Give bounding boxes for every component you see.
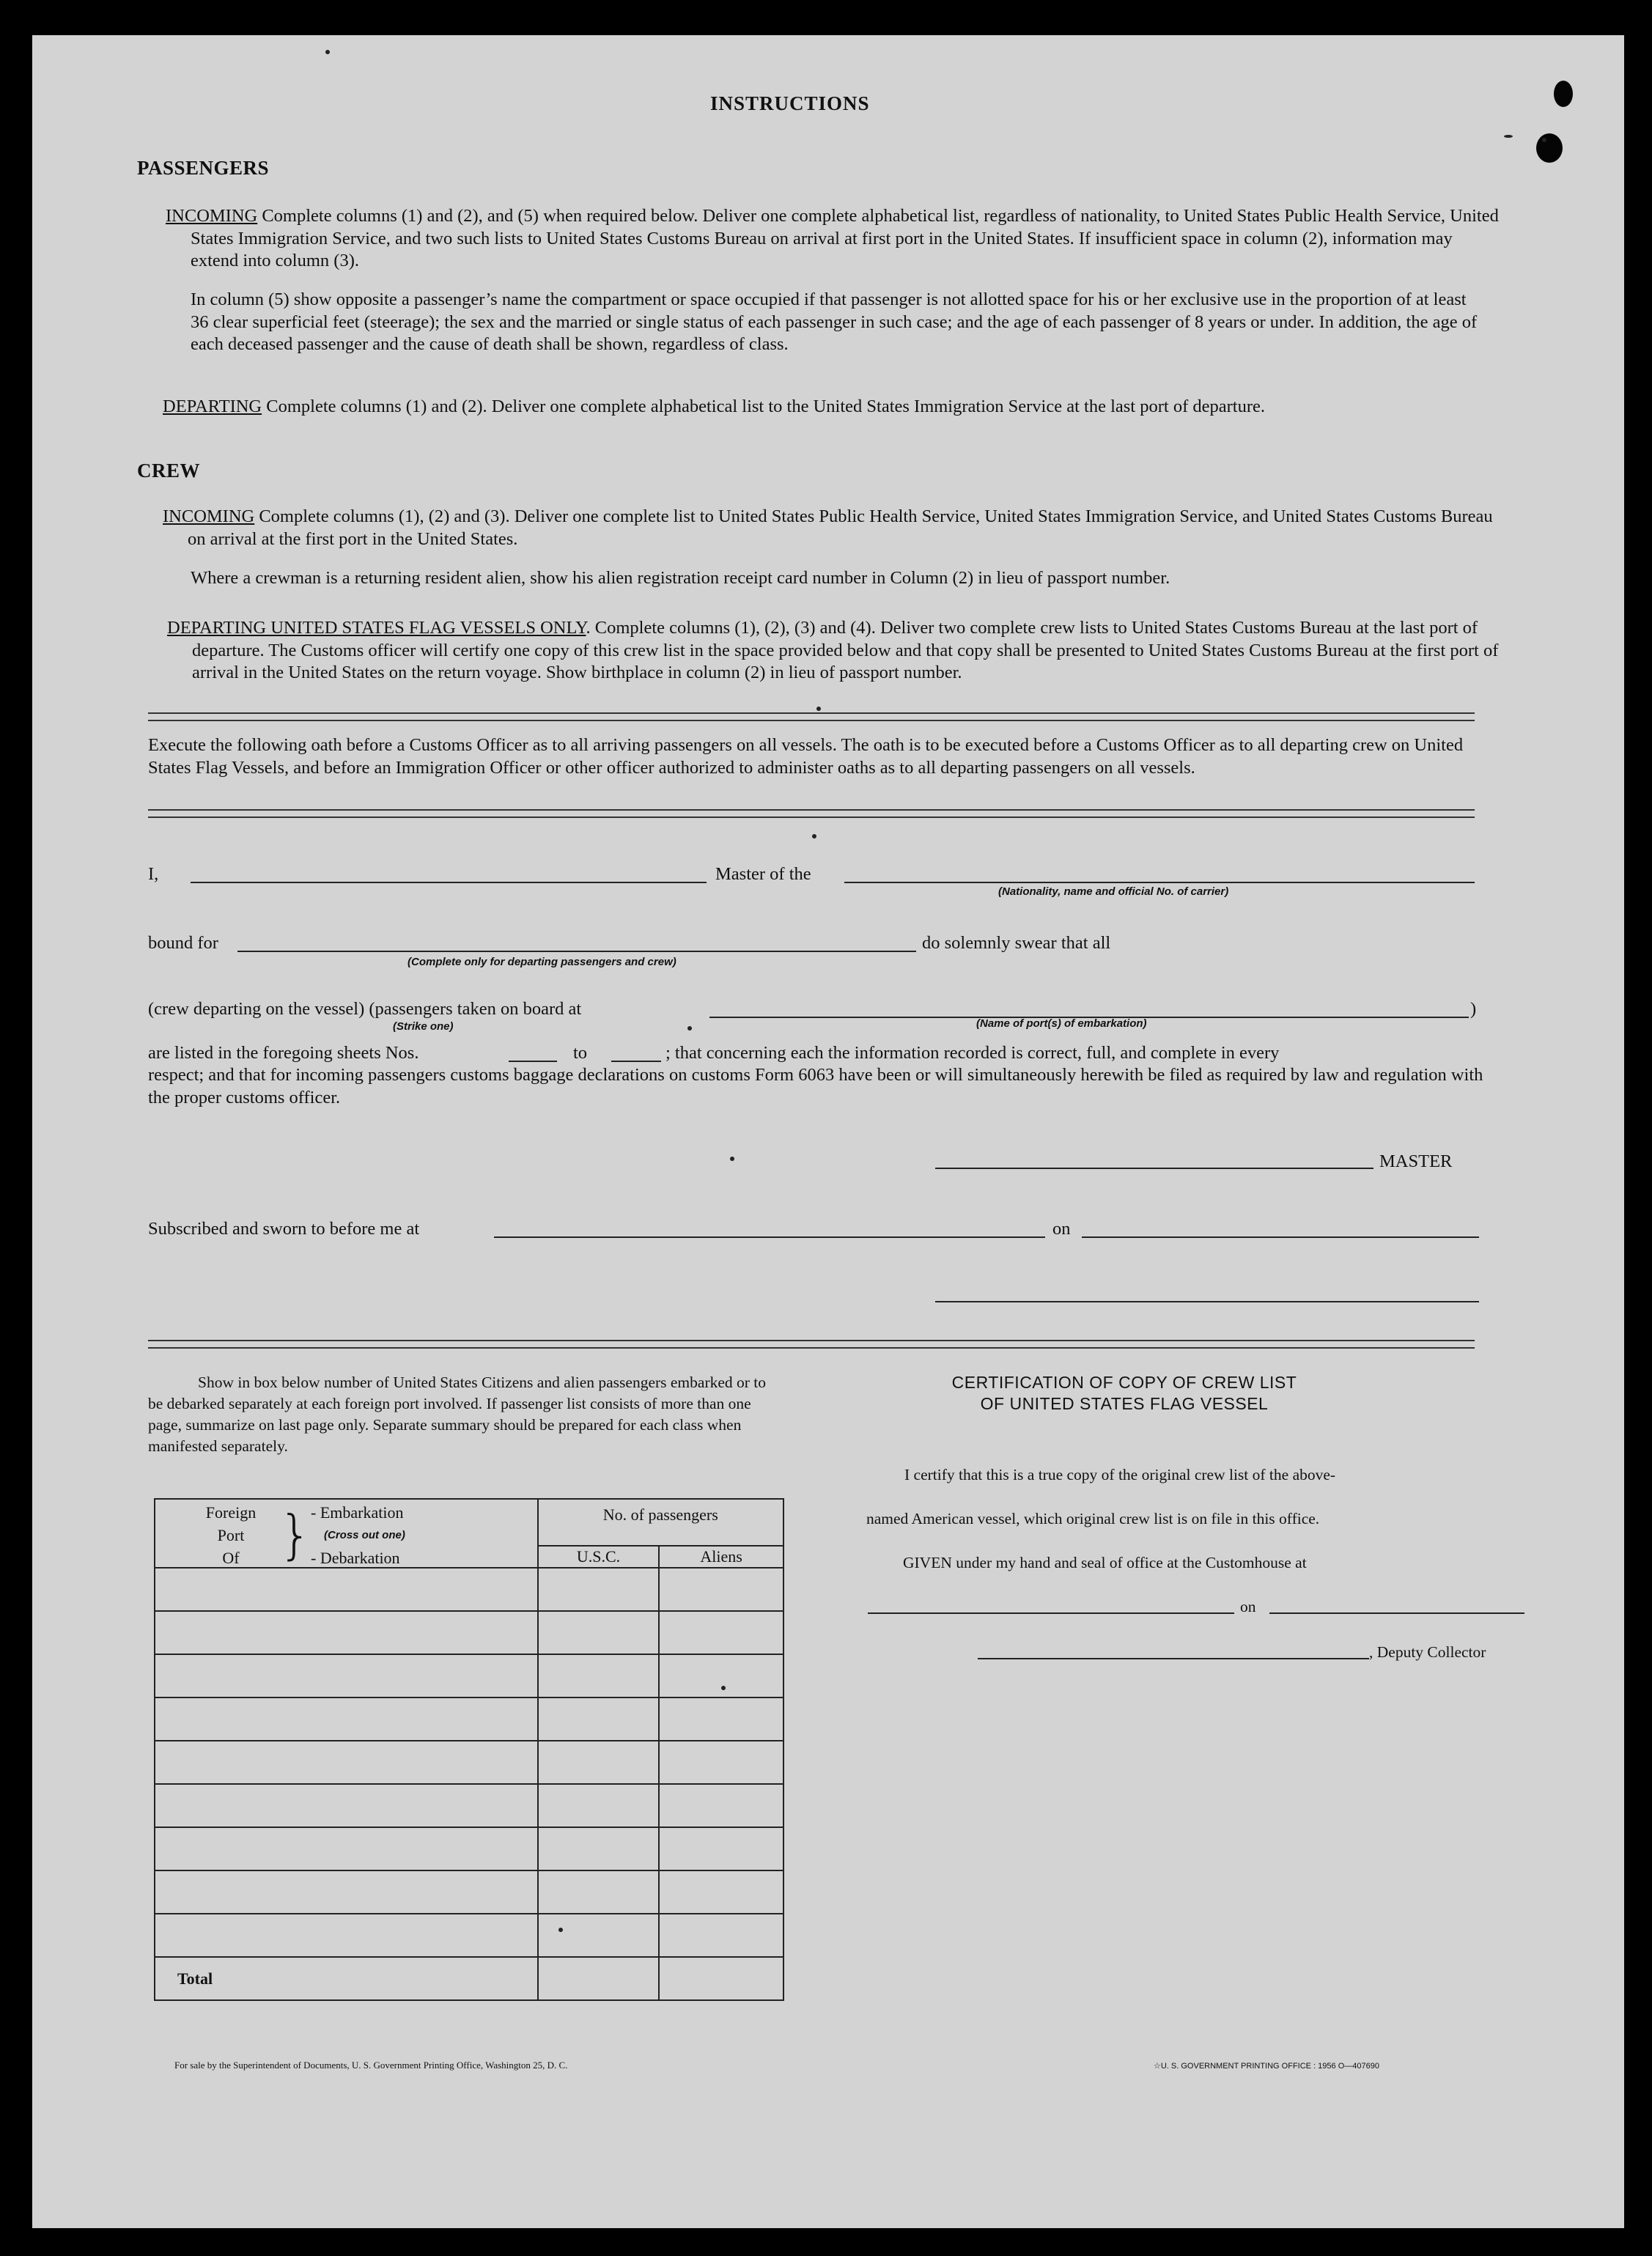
aliens-cell[interactable] xyxy=(659,1741,783,1784)
speck xyxy=(816,707,821,711)
customhouse-field[interactable] xyxy=(868,1612,1234,1614)
certification-line2: named American vessel, which original crew list is on file in this office. xyxy=(866,1510,1320,1527)
crew-incoming-label: INCOMING xyxy=(163,506,255,526)
oath-intro: Execute the following oath before a Customs Officer as to all arriving passengers on all vessels. The oath is to be executed before a Customs Officer as to all departing crew on United States Flag Vessels, and before an Immigration Officer or other officer authorized to administer oaths as to all departing passengers on all vessels. xyxy=(148,735,1464,778)
footer-left: For sale by the Superintendent of Documents, U. S. Government Printing Office, Washington 25, D. C. xyxy=(174,2060,568,2071)
usc-cell[interactable] xyxy=(538,1654,660,1697)
port-cell[interactable] xyxy=(155,1654,538,1697)
aliens-total-cell[interactable] xyxy=(659,1957,783,2000)
summary-instructions: Show in box below number of United States Citizens and alien passengers embarked or to be debarked separately at each foreign port involved. If passenger list consists of more than one page, summarize on last page only. Separate summary should be prepared for each class when manifested separately. xyxy=(148,1374,767,1455)
aliens-cell[interactable] xyxy=(659,1914,783,1957)
of-label: Of xyxy=(222,1549,240,1567)
passengers-heading: PASSENGERS xyxy=(137,157,270,179)
sheet-from-field[interactable] xyxy=(509,1061,557,1062)
total-label: Total xyxy=(155,1957,538,2000)
port-header-cell xyxy=(155,1499,538,1568)
nationality-hint: (Nationality, name and official No. of carrier) xyxy=(998,885,1229,898)
crew-departing-label: DEPARTING UNITED STATES FLAG VESSELS ONLY xyxy=(167,618,586,638)
listed-rest: respect; and that for incoming passengers customs baggage declarations on customs Form 6063 have been or will simultaneously herewith be filed as required by law and regulation with the proper customs officer. xyxy=(148,1065,1483,1107)
bound-for-label: bound for xyxy=(148,933,218,953)
certification-title-line1: CERTIFICATION OF COPY OF CREW LIST xyxy=(951,1373,1297,1392)
aliens-cell[interactable] xyxy=(659,1654,783,1697)
strike-one-hint: (Strike one) xyxy=(393,1020,454,1033)
port-label: Port xyxy=(217,1526,245,1544)
usc-cell[interactable] xyxy=(538,1697,660,1741)
bound-for-field[interactable] xyxy=(237,951,916,952)
solemnly-swear-label: do solemnly swear that all xyxy=(922,933,1111,953)
sworn-location-field[interactable] xyxy=(494,1236,1045,1238)
passengers-departing-paragraph xyxy=(163,396,1502,419)
speck xyxy=(687,1026,692,1031)
form-page xyxy=(32,35,1624,2228)
close-paren: ) xyxy=(1470,999,1477,1019)
listed-to-label: to xyxy=(573,1043,588,1063)
crew-incoming-text: Complete columns (1), (2) and (3). Deliver one complete list to United States Public Health Service, United States Immigration Service, and United States Customs Bureau on arrival at the first port in the United States. xyxy=(188,506,1493,549)
listed-label: are listed in the foregoing sheets Nos. xyxy=(148,1043,419,1063)
usc-cell[interactable] xyxy=(538,1827,660,1870)
passengers-incoming-label: INCOMING xyxy=(166,206,258,226)
usc-cell[interactable] xyxy=(538,1568,660,1611)
master-signature-field[interactable] xyxy=(935,1168,1373,1169)
port-cell[interactable] xyxy=(155,1914,538,1957)
master-of-the-label: Master of the xyxy=(715,864,811,884)
certification-title-line2: OF UNITED STATES FLAG VESSEL xyxy=(980,1394,1269,1413)
passenger-summary-table xyxy=(154,1498,784,2001)
port-cell[interactable] xyxy=(155,1870,538,1914)
crew-departing-paragraph xyxy=(167,617,1504,685)
master-label: MASTER xyxy=(1379,1151,1453,1171)
no-passengers-header: No. of passengers xyxy=(538,1499,783,1546)
speck xyxy=(721,1686,726,1690)
usc-cell[interactable] xyxy=(538,1611,660,1654)
sworn-on-label: on xyxy=(1052,1219,1071,1239)
complete-only-hint: (Complete only for departing passengers and crew) xyxy=(408,956,676,968)
ink-blot xyxy=(1536,133,1563,163)
footer-right: ☆U. S. GOVERNMENT PRINTING OFFICE : 1956 O—407690 xyxy=(1154,2062,1379,2071)
port-cell[interactable] xyxy=(155,1611,538,1654)
listed-continued: ; that concerning each the information recorded is correct, full, and complete in every xyxy=(665,1043,1280,1063)
crew-departing-text: . Complete columns (1), (2), (3) and (4). Deliver two complete crew lists to United States Customs Bureau at the last port of departure. The Customs officer will certify one copy of this crew list in the space provided below and that copy shall be presented to United States Customs Bureau at the first port of arrival in the United States on the return voyage. Show birthplace in column (2) in lieu of passport number. xyxy=(192,618,1499,682)
brace-icon: } xyxy=(279,1504,312,1566)
crew-departing-label: (crew departing on the vessel) (passengers taken on board at xyxy=(148,999,582,1019)
embarkation-label: - Embarkation xyxy=(311,1503,404,1522)
deputy-collector-signature-field[interactable] xyxy=(978,1658,1369,1659)
certification-line1: I certify that this is a true copy of the original crew list of the above- xyxy=(904,1466,1336,1483)
certification-title xyxy=(897,1372,1352,1415)
aliens-cell[interactable] xyxy=(659,1784,783,1827)
master-name-field[interactable] xyxy=(191,882,707,883)
subscribed-label: Subscribed and sworn to before me at xyxy=(148,1219,420,1239)
aliens-header: Aliens xyxy=(659,1546,783,1568)
passengers-column5-paragraph: In column (5) show opposite a passenger’s name the compartment or space occupied if that passenger is not allotted space for his or her exclusive use in the proportion of at least 36 clear superficial feet (steerage); the sex and the married or single status of each passenger in such case; and the age of each passenger of 8 years or under. In addition, the age of each deceased passenger and the cause of death shall be shown, regardless of class. xyxy=(191,290,1478,354)
aliens-cell[interactable] xyxy=(659,1697,783,1741)
divider xyxy=(148,712,1475,721)
aliens-cell[interactable] xyxy=(659,1611,783,1654)
usc-cell[interactable] xyxy=(538,1784,660,1827)
divider xyxy=(148,1340,1475,1349)
certification-date-field[interactable] xyxy=(1269,1612,1524,1614)
usc-cell[interactable] xyxy=(538,1870,660,1914)
foreign-label: Foreign xyxy=(205,1503,257,1522)
divider xyxy=(148,809,1475,818)
passengers-incoming-paragraph xyxy=(166,205,1502,273)
port-cell[interactable] xyxy=(155,1697,538,1741)
carrier-field[interactable] xyxy=(844,882,1475,883)
speck xyxy=(1504,135,1513,138)
usc-cell[interactable] xyxy=(538,1914,660,1957)
crew-alien-paragraph: Where a crewman is a returning resident alien, show his alien registration receipt card number in Column (2) in lieu of passport number. xyxy=(191,568,1170,588)
sworn-date-field[interactable] xyxy=(1082,1236,1479,1238)
officer-signature-field[interactable] xyxy=(935,1301,1479,1302)
speck xyxy=(812,834,816,838)
speck xyxy=(325,50,330,54)
port-cell[interactable] xyxy=(155,1741,538,1784)
passengers-incoming-text: Complete columns (1) and (2), and (5) when required below. Deliver one complete alphabetical list, regardless of nationality, to United States Public Health Service, United States Immigration Service, and two such lists to United States Customs Bureau on arrival at first port in the United States. If insufficient space in column (2), information may extend into column (3). xyxy=(191,206,1499,270)
passengers-departing-label: DEPARTING xyxy=(163,397,262,416)
port-cell[interactable] xyxy=(155,1568,538,1611)
cross-out-hint: (Cross out one) xyxy=(324,1529,405,1541)
certification-line3: GIVEN under my hand and seal of office at the Customhouse at xyxy=(903,1554,1307,1571)
aliens-cell[interactable] xyxy=(659,1568,783,1611)
aliens-cell[interactable] xyxy=(659,1870,783,1914)
usc-cell[interactable] xyxy=(538,1741,660,1784)
oath-i-label: I, xyxy=(148,864,159,884)
speck xyxy=(730,1157,734,1161)
debarkation-label: - Debarkation xyxy=(311,1549,400,1567)
crew-incoming-paragraph xyxy=(163,506,1507,550)
port-cell[interactable] xyxy=(155,1827,538,1870)
certification-on-label: on xyxy=(1240,1598,1256,1615)
page-title: INSTRUCTIONS xyxy=(710,92,870,114)
passengers-departing-text: Complete columns (1) and (2). Deliver one complete alphabetical list to the United States Immigration Service at the last port of departure. xyxy=(262,397,1265,416)
deputy-collector-label: , Deputy Collector xyxy=(1369,1643,1486,1661)
speck xyxy=(1542,138,1546,142)
speck xyxy=(558,1928,563,1932)
sheet-to-field[interactable] xyxy=(611,1061,661,1062)
aliens-cell[interactable] xyxy=(659,1827,783,1870)
usc-header: U.S.C. xyxy=(538,1546,660,1568)
ink-blot xyxy=(1554,81,1573,107)
port-cell[interactable] xyxy=(155,1784,538,1827)
port-hint: (Name of port(s) of embarkation) xyxy=(976,1017,1147,1030)
crew-heading: CREW xyxy=(137,460,201,482)
usc-total-cell[interactable] xyxy=(538,1957,660,2000)
